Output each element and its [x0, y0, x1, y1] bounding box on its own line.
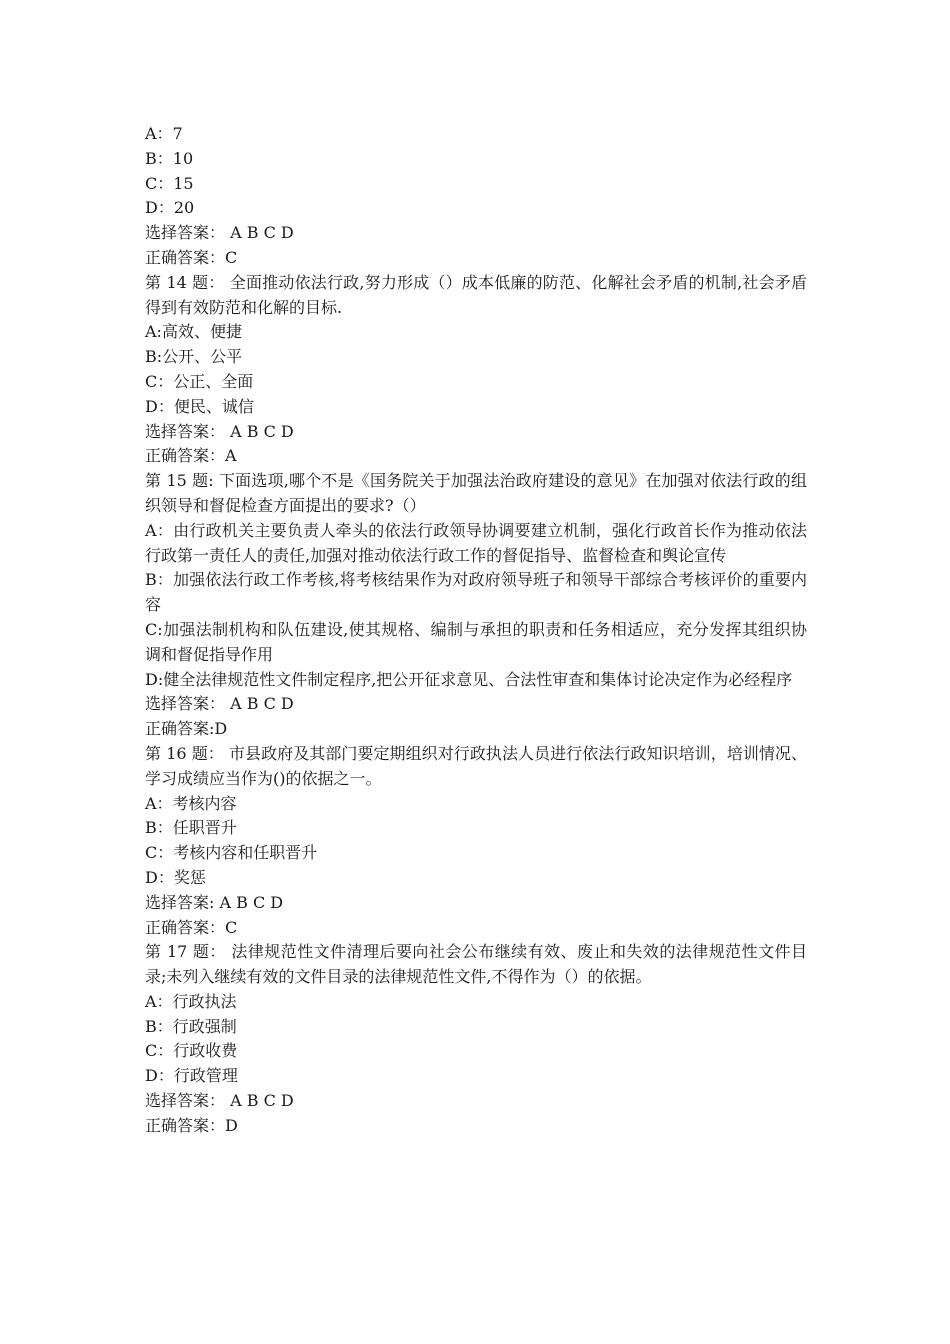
option-c: C：公正、全面	[145, 371, 254, 391]
question-17	[145, 940, 807, 1138]
option-d: D：行政管理	[145, 1066, 238, 1086]
option-b: B：加强依法行政工作考核,将考核结果作为对政府领导班子和领导干部综合考核评价的重要内容	[145, 570, 807, 615]
question-stem: 第 14 题： 全面推动依法行政,努力形成（）成本低廉的防范、化解社会矛盾的机制,社会矛盾得到有效防范和化解的目标.	[145, 272, 807, 317]
option-c: C:加强法制机构和队伍建设,使其规格、编制与承担的职责和任务相适应，充分发挥其组织协调和督促指导作用	[145, 619, 807, 664]
option-b: B：任职晋升	[145, 818, 237, 838]
option-c: C：15	[145, 173, 194, 193]
correct-answer-line: 正确答案：C	[145, 917, 238, 937]
option-b: B：行政强制	[145, 1016, 237, 1036]
question-stem: 第 15 题: 下面选项,哪个不是《国务院关于加强法治政府建设的意见》在加强对依法行政的组织领导和督促检查方面提出的要求?（）	[145, 471, 807, 515]
correct-answer-line: 正确答案:D	[145, 719, 228, 739]
question-13-tail	[145, 122, 807, 271]
select-answer-line: 选择答案: A B C D	[145, 892, 284, 912]
question-14	[145, 271, 807, 469]
select-answer-line: 选择答案： A B C D	[145, 223, 294, 243]
question-stem: 第 16 题： 市县政府及其部门要定期组织对行政执法人员进行依法行政知识培训，培训情况、学习成绩应当作为()的依据之一。	[145, 743, 807, 788]
select-answer-line: 选择答案： A B C D	[145, 421, 294, 441]
question-15	[145, 469, 807, 742]
option-c: C：考核内容和任职晋升	[145, 843, 318, 863]
select-answer-line: 选择答案： A B C D	[145, 1091, 294, 1111]
option-d: D：奖惩	[145, 867, 206, 887]
option-a: A:高效、便捷	[145, 322, 242, 342]
option-a: A：由行政机关主要负责人牵头的依法行政领导协调要建立机制，强化行政首长作为推动依法行政第一责任人的责任,加强对推动依法行政工作的督促指导、监督检查和舆论宣传	[145, 520, 807, 565]
option-d: D：20	[145, 198, 195, 218]
select-answer-line: 选择答案： A B C D	[145, 694, 294, 714]
correct-answer-line: 正确答案：C	[145, 247, 238, 267]
option-d: D:健全法律规范性文件制定程序,把公开征求意见、合法性审查和集体讨论决定作为必经程序	[145, 669, 793, 689]
option-a: A：行政执法	[145, 991, 237, 1011]
correct-answer-line: 正确答案：A	[145, 446, 237, 466]
option-a: A：7	[145, 124, 183, 143]
question-16	[145, 742, 807, 940]
option-d: D：便民、诚信	[145, 396, 254, 416]
option-a: A：考核内容	[145, 793, 237, 813]
option-b: B：10	[145, 148, 194, 168]
correct-answer-line: 正确答案：D	[145, 1115, 238, 1135]
option-c: C：行政收费	[145, 1041, 238, 1061]
question-stem: 第 17 题： 法律规范性文件清理后要向社会公布继续有效、废止和失效的法律规范性文件目录;未列入继续有效的文件目录的法律规范性文件,不得作为（）的依据。	[145, 942, 807, 987]
option-b: B:公开、公平	[145, 347, 243, 367]
document-page	[145, 122, 807, 1139]
